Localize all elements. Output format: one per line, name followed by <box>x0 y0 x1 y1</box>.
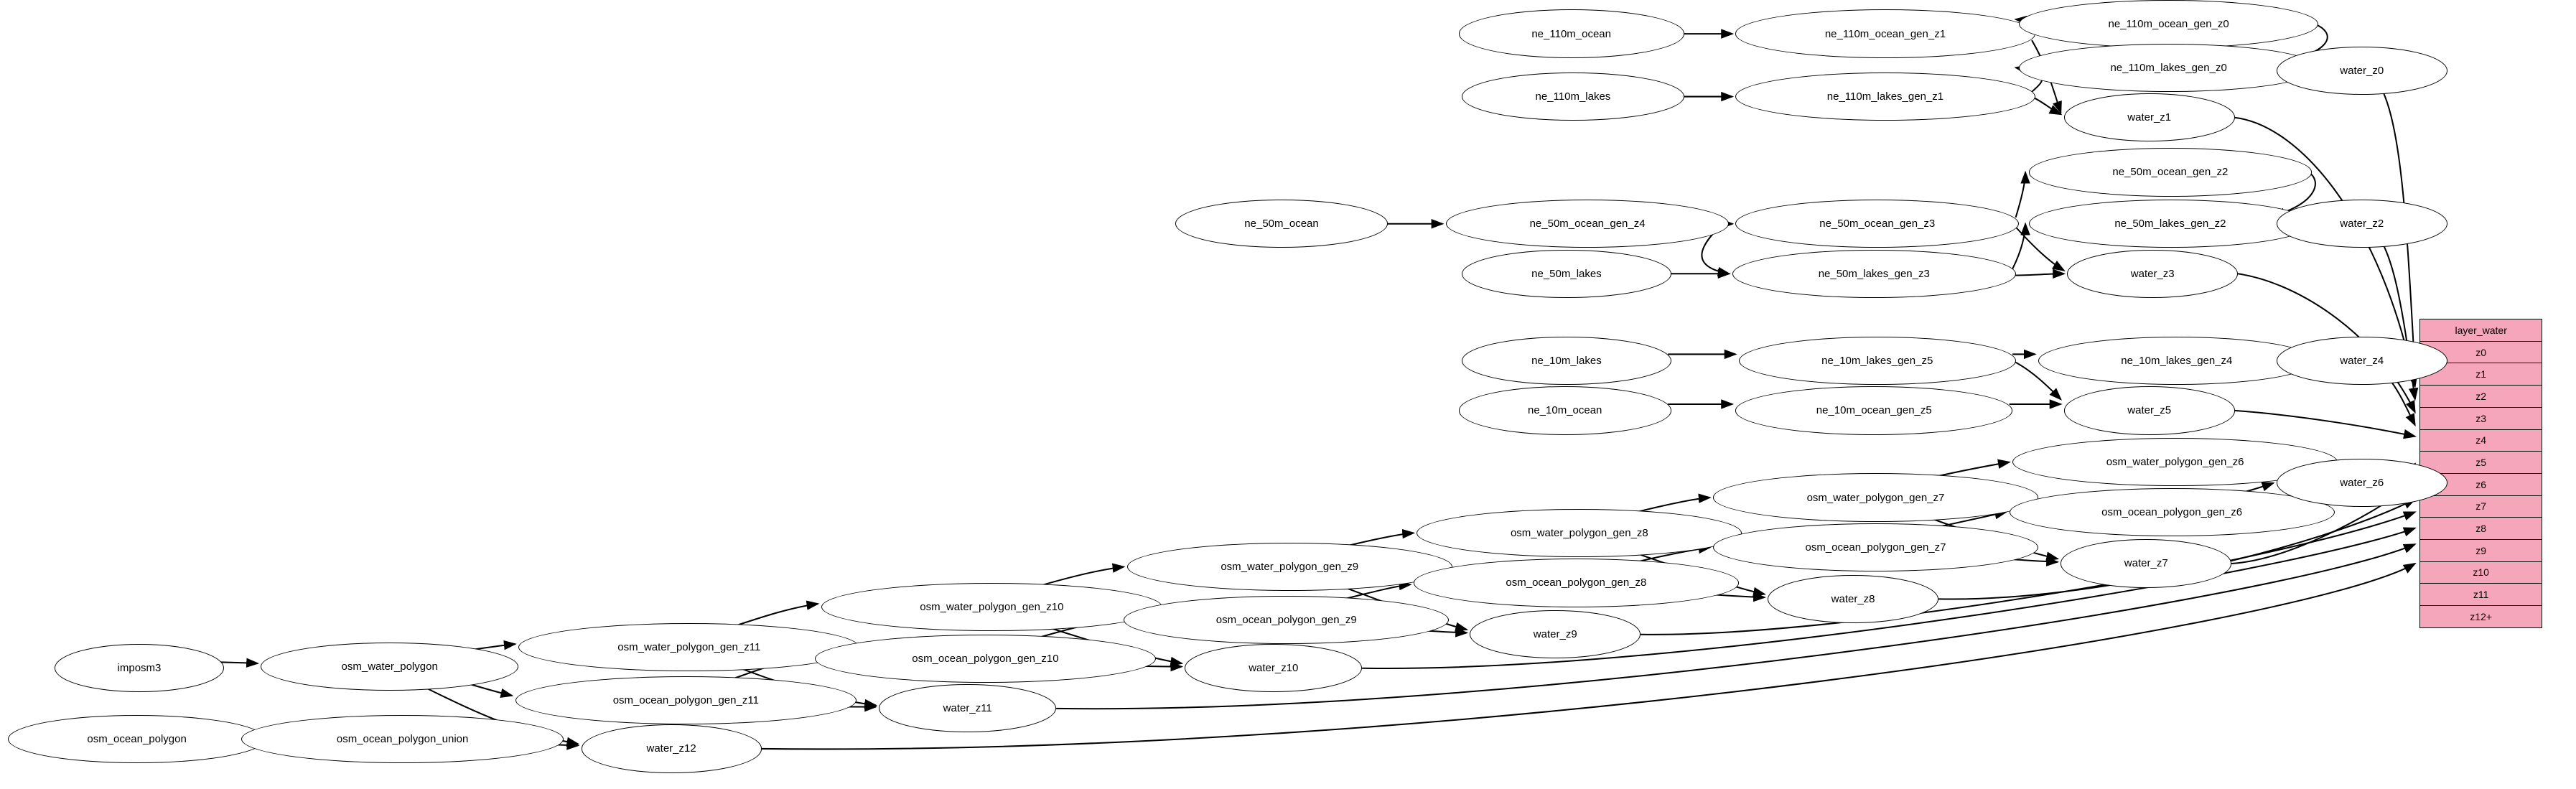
graph-node-water_z6[interactable] <box>2277 459 2447 507</box>
graph-node-label: ne_50m_lakes_gen_z3 <box>1818 267 1930 280</box>
graph-node-osm_ocean_polygon_gen_z7[interactable] <box>1713 523 2038 571</box>
graph-node-water_z10[interactable] <box>1185 644 1362 692</box>
graph-node-label: osm_water_polygon_gen_z6 <box>2106 456 2244 469</box>
graph-node-ne_110m_ocean_gen_z0[interactable] <box>2019 0 2318 48</box>
legend-row-z3: z3 <box>2420 408 2541 430</box>
graph-node-label: osm_ocean_polygon_gen_z6 <box>2101 505 2243 518</box>
graph-node-label: osm_water_polygon_gen_z8 <box>1510 526 1648 539</box>
graph-node-label: osm_ocean_polygon_gen_z11 <box>612 694 759 707</box>
graph-node-label: water_z2 <box>2340 218 2384 230</box>
graph-node-label: ne_10m_lakes_gen_z5 <box>1821 354 1933 367</box>
legend-title: layer_water <box>2420 319 2541 342</box>
graph-node-label: ne_110m_ocean_gen_z1 <box>1824 27 1946 40</box>
graph-node-label: ne_110m_ocean <box>1531 27 1611 40</box>
graph-node-label: water_z9 <box>1533 628 1577 641</box>
graph-node-imposm3[interactable] <box>55 644 223 692</box>
graph-node-osm_water_polygon[interactable] <box>261 643 518 691</box>
graph-node-ne_10m_lakes_gen_z5[interactable] <box>1739 337 2016 385</box>
graph-node-label: water_z6 <box>2340 477 2384 490</box>
graph-node-label: ne_50m_lakes <box>1531 267 1602 280</box>
graph-node-label: water_z0 <box>2340 65 2384 78</box>
graph-node-label: osm_ocean_polygon_gen_z10 <box>912 652 1059 665</box>
graph-node-ne_50m_lakes[interactable] <box>1462 250 1671 298</box>
graph-node-label: osm_ocean_polygon <box>87 732 187 745</box>
graph-node-label: osm_ocean_polygon_union <box>336 732 469 745</box>
graph-node-water_z4[interactable] <box>2277 337 2447 385</box>
graph-node-water_z9[interactable] <box>1470 610 1641 658</box>
legend-row-z9: z9 <box>2420 540 2541 562</box>
graph-node-label: water_z7 <box>2124 557 2168 570</box>
graph-node-ne_110m_ocean[interactable] <box>1459 9 1684 57</box>
legend-row-z4: z4 <box>2420 430 2541 452</box>
graph-node-label: osm_water_polygon_gen_z7 <box>1806 491 1945 504</box>
graph-node-ne_50m_lakes_gen_z2[interactable] <box>2029 200 2313 248</box>
legend-row-z7: z7 <box>2420 496 2541 518</box>
graph-node-ne_110m_lakes_gen_z0[interactable] <box>2019 44 2318 92</box>
graph-node-label: ne_50m_lakes_gen_z2 <box>2114 218 2226 230</box>
graph-node-osm_water_polygon_gen_z7[interactable] <box>1713 473 2038 521</box>
graph-node-label: ne_50m_ocean_gen_z3 <box>1819 218 1936 230</box>
graph-node-water_z0[interactable] <box>2277 47 2447 95</box>
graph-node-ne_110m_lakes[interactable] <box>1462 73 1684 121</box>
graph-node-label: ne_110m_lakes_gen_z1 <box>1826 90 1944 103</box>
graph-node-label: water_z10 <box>1249 662 1299 675</box>
graph-node-label: ne_10m_ocean <box>1527 404 1602 417</box>
graph-node-label: water_z4 <box>2340 354 2384 367</box>
graph-node-label: water_z3 <box>2130 267 2175 280</box>
graph-node-ne_50m_ocean_gen_z2[interactable] <box>2029 148 2313 196</box>
graph-node-water_z3[interactable] <box>2067 250 2238 298</box>
graph-node-label: water_z11 <box>943 702 992 715</box>
graph-node-ne_110m_ocean_gen_z1[interactable] <box>1735 9 2035 57</box>
graph-node-water_z11[interactable] <box>879 684 1056 732</box>
graph-node-label: water_z1 <box>2127 111 2172 124</box>
graph-node-label: ne_10m_lakes <box>1531 354 1602 367</box>
graph-node-ne_50m_lakes_gen_z3[interactable] <box>1732 250 2016 298</box>
legend-row-z10: z10 <box>2420 562 2541 584</box>
graph-node-osm_ocean_polygon_gen_z11[interactable] <box>515 676 857 724</box>
graph-node-label: ne_10m_ocean_gen_z5 <box>1816 404 1932 417</box>
legend-row-z5: z5 <box>2420 452 2541 474</box>
graph-node-label: ne_50m_ocean_gen_z4 <box>1529 218 1646 230</box>
graph-node-water_z12[interactable] <box>582 724 762 772</box>
graph-node-label: osm_water_polygon_gen_z11 <box>617 641 761 654</box>
graph-node-osm_ocean_polygon_gen_z10[interactable] <box>815 635 1156 683</box>
graph-node-osm_water_polygon_gen_z11[interactable] <box>518 623 859 671</box>
graph-node-label: ne_110m_lakes_gen_z0 <box>2110 61 2227 74</box>
graph-node-osm_water_polygon_gen_z10[interactable] <box>821 583 1162 631</box>
graph-node-ne_10m_lakes_gen_z4[interactable] <box>2038 337 2315 385</box>
graph-node-ne_10m_lakes[interactable] <box>1462 337 1671 385</box>
graph-node-label: imposm3 <box>117 662 162 675</box>
legend-row-z2: z2 <box>2420 386 2541 408</box>
graph-node-label: osm_water_polygon_gen_z9 <box>1221 560 1359 573</box>
graph-node-ne_50m_ocean[interactable] <box>1175 200 1388 248</box>
graph-node-ne_50m_ocean_gen_z3[interactable] <box>1735 200 2019 248</box>
graph-node-label: water_z12 <box>646 742 696 755</box>
graph-node-label: ne_50m_ocean_gen_z2 <box>2112 166 2229 179</box>
graph-node-label: osm_ocean_polygon_gen_z8 <box>1506 576 1647 589</box>
graph-node-osm_ocean_polygon_gen_z6[interactable] <box>2010 488 2335 536</box>
graph-node-osm_ocean_polygon_gen_z9[interactable] <box>1124 596 1449 644</box>
graph-node-osm_water_polygon_gen_z9[interactable] <box>1127 543 1452 591</box>
graph-node-label: ne_10m_lakes_gen_z4 <box>2121 354 2233 367</box>
graph-node-osm_ocean_polygon[interactable] <box>8 715 266 763</box>
graph-node-label: water_z8 <box>1831 592 1875 605</box>
graph-node-label: ne_110m_ocean_gen_z0 <box>2108 18 2229 31</box>
graph-node-label: osm_ocean_polygon_gen_z7 <box>1805 541 1946 554</box>
graph-node-label: osm_water_polygon <box>341 660 438 673</box>
legend-row-z11: z11 <box>2420 584 2541 606</box>
legend-row-z8: z8 <box>2420 518 2541 540</box>
graph-node-ne_110m_lakes_gen_z1[interactable] <box>1735 73 2035 121</box>
graph-node-osm_ocean_polygon_union[interactable] <box>241 715 564 763</box>
graph-node-label: osm_water_polygon_gen_z10 <box>920 601 1064 614</box>
legend-row-z6: z6 <box>2420 474 2541 496</box>
legend-row-z12plus: z12+ <box>2420 606 2541 627</box>
graph-node-water_z8[interactable] <box>1768 575 1938 623</box>
graph-node-water_z7[interactable] <box>2061 539 2231 587</box>
graph-node-label: ne_110m_lakes <box>1535 90 1611 103</box>
graph-node-label: water_z5 <box>2127 404 2172 417</box>
graph-node-water_z2[interactable] <box>2277 200 2447 248</box>
graph-node-ne_10m_ocean[interactable] <box>1459 386 1671 434</box>
graph-node-water_z1[interactable] <box>2064 93 2235 141</box>
graph-node-label: ne_50m_ocean <box>1244 218 1319 230</box>
legend-row-z0: z0 <box>2420 342 2541 364</box>
graph-node-osm_water_polygon_gen_z8[interactable] <box>1417 509 1742 557</box>
legend-row-z1: z1 <box>2420 363 2541 386</box>
graph-node-water_z5[interactable] <box>2064 386 2235 434</box>
graph-node-ne_10m_ocean_gen_z5[interactable] <box>1735 386 2012 434</box>
graph-node-ne_50m_ocean_gen_z4[interactable] <box>1446 200 1730 248</box>
graph-node-osm_ocean_polygon_gen_z8[interactable] <box>1414 559 1739 607</box>
graph-node-label: osm_ocean_polygon_gen_z9 <box>1215 613 1357 626</box>
